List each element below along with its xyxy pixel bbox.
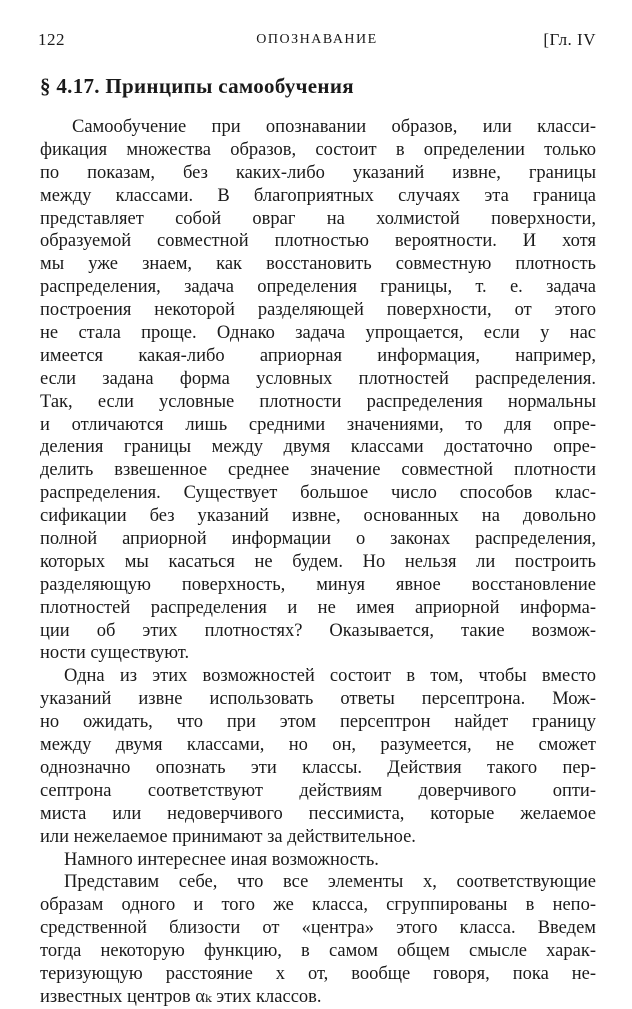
text-line: образам одного и того же класса, сгруппированы в непо-	[40, 895, 596, 916]
text-line: Самообучение при опознавании образов, или класси-	[72, 117, 596, 137]
text-line: Так, если условные плотности распределения нормальны	[40, 391, 596, 412]
paragraph-3	[40, 849, 596, 872]
text-line: разделяющую поверхность, минуя явное восстановление	[40, 574, 596, 595]
text-line: Намного интереснее иная возможность.	[64, 849, 379, 870]
text-line: тогда некоторую функцию, в самом общем смысле харак-	[40, 941, 596, 962]
text-line: ности существуют.	[40, 643, 190, 664]
running-head-title: ОПОЗНАВАНИЕ	[256, 32, 378, 47]
text-line: не стала проще. Однако задача упрощается, если у нас	[40, 323, 596, 344]
text-line: ции об этих плотностях? Оказывается, такие возмож-	[40, 620, 596, 641]
section-heading: § 4.17. Принципы самообучения	[40, 74, 354, 98]
text-line: делить взвешенное среднее значение совместной плотности	[40, 460, 596, 481]
text-line: известных центров αₖ этих классов.	[40, 986, 322, 1007]
text-line: плотностей распределения и не имея априорной информа-	[40, 597, 596, 618]
text-line: полной априорной информации о законах распределения,	[40, 529, 596, 550]
text-line: имеется какая-либо априорная информация, например,	[40, 345, 596, 366]
paragraph-4	[40, 871, 596, 1008]
text-line: однозначно опознать эти классы. Действия такого пер-	[40, 757, 596, 778]
text-line: указаний извне использовать ответы персептрона. Мож-	[40, 689, 596, 710]
text-line: Представим себе, что все элементы x, соответствующие	[64, 872, 596, 893]
text-line: сификации без указаний извне, основанных на довольно	[40, 506, 596, 527]
text-line: мы уже знаем, как восстановить совместную плотность	[40, 254, 596, 275]
text-line: фикация множества образов, состоит в определении только	[40, 139, 596, 160]
text-line: миста или недоверчивого пессимиста, которые желаемое	[40, 803, 596, 824]
text-line: образуемой совместной плотностью вероятности. И хотя	[40, 231, 596, 252]
text-line: или нежелаемое принимают за действительное.	[40, 826, 416, 847]
text-line: если задана форма условных плотностей распределения.	[40, 368, 596, 389]
chapter-label: [Гл. IV	[543, 30, 596, 49]
text-line: распределения, задача определения границы, т. е. задача	[40, 277, 596, 298]
text-line: средственной близости от «центра» этого класса. Введем	[40, 918, 596, 939]
text-line: септрона соответствуют действиям доверчивого опти-	[40, 780, 596, 801]
text-line: Одна из этих возможностей состоит в том, чтобы вместо	[64, 666, 596, 687]
text-line: между классами. В благоприятных случаях эта граница	[40, 185, 596, 206]
text-line: теризующую расстояние x от, вообще говоря, пока не-	[40, 963, 596, 984]
text-line: распределения. Существует большое число способов клас-	[40, 483, 596, 504]
text-line: между двумя классами, но он, разумеется, не сможет	[40, 735, 596, 756]
running-head	[38, 30, 596, 54]
text-line: по показам, без каких-либо указаний извне, границы	[40, 162, 596, 183]
text-line: но ожидать, что при этом персептрон найдет границу	[40, 712, 596, 733]
text-line: которых мы касаться не будем. Но нельзя ли построить	[40, 551, 596, 572]
paragraph-1	[40, 116, 596, 665]
text-line: деления границы между двумя классами достаточно опре-	[40, 437, 596, 458]
page-number: 122	[38, 30, 65, 49]
paragraph-2	[40, 665, 596, 848]
body-text	[40, 116, 596, 1009]
text-line: представляет собой овраг на холмистой поверхности,	[40, 208, 596, 229]
text-line: построения некоторой разделяющей поверхности, от этого	[40, 300, 596, 321]
text-line: и отличаются лишь средними значениями, то для опре-	[40, 414, 596, 435]
